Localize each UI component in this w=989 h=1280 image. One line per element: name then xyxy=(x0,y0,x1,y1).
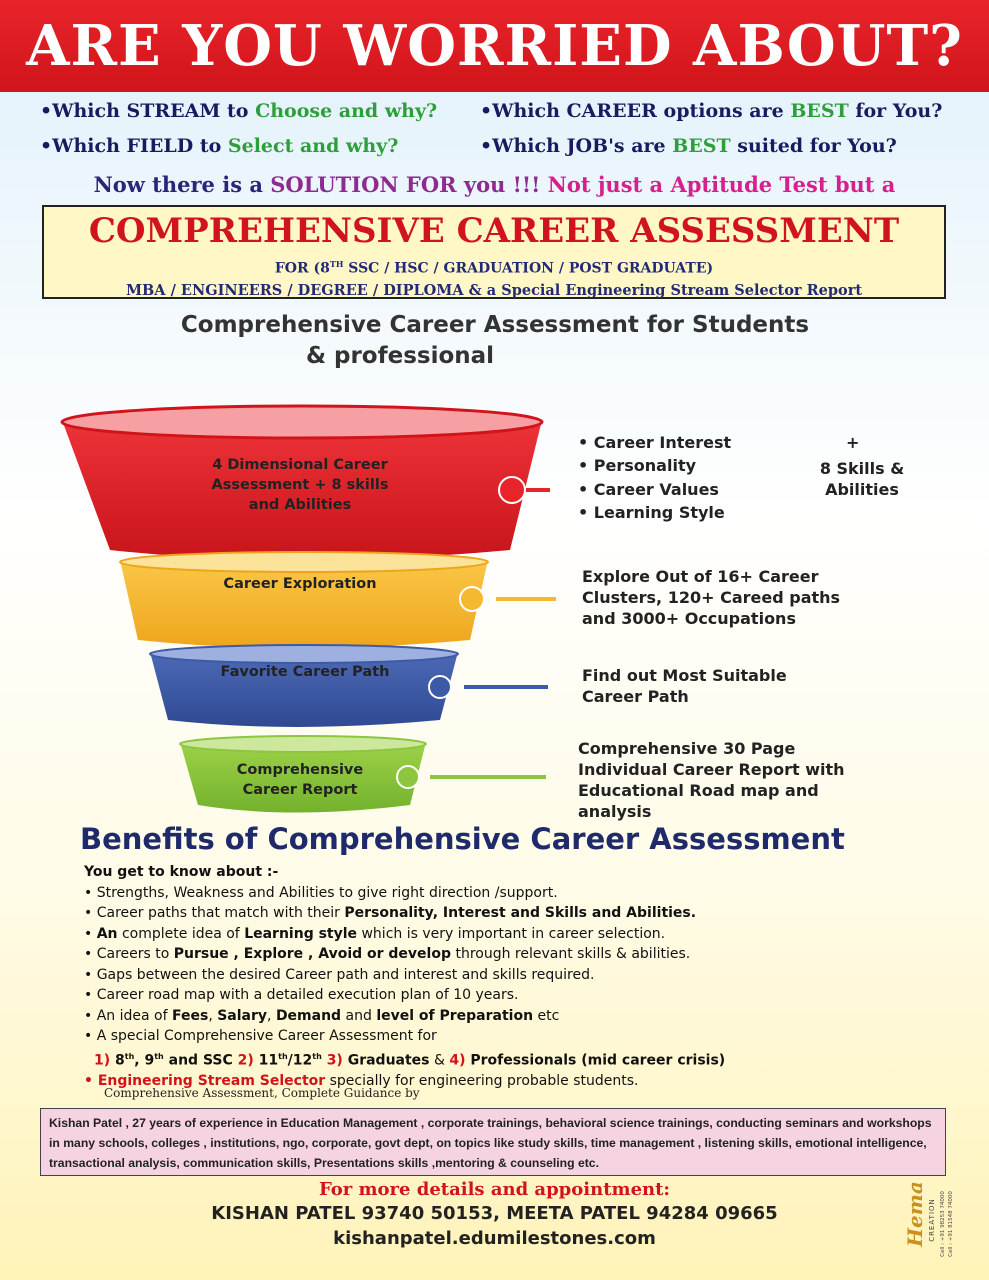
funnel-tier2-dot xyxy=(460,587,484,611)
benefit-item: • A special Comprehensive Career Assessment for xyxy=(84,1028,437,1044)
contact-names: KISHAN PATEL 93740 50153, MEETA PATEL 94284 09665 xyxy=(211,1203,778,1224)
tier1-label: 4 Dimensional Career Assessment + 8 skills and Abilities xyxy=(211,457,389,513)
question-job: •Which JOB's are BEST suited for You? xyxy=(480,135,897,157)
funnel-tier1-rim xyxy=(62,406,542,438)
benefit-item: • Engineering Stream Selector specially for engineering probable students. xyxy=(84,1072,639,1089)
tier2-label: Career Exploration xyxy=(223,576,377,592)
assessment-title: COMPREHENSIVE CAREER ASSESSMENT xyxy=(88,211,900,251)
assessment-for: FOR (8TH SSC / HSC / GRADUATION / POST GRADUATE) xyxy=(274,259,714,277)
logo-creation-text: CREATION xyxy=(928,1198,936,1242)
banner-title: ARE YOU WORRIED ABOUT? xyxy=(0,0,989,92)
bio-box: Kishan Patel , 27 years of experience in Education Management , corporate trainings, behavioral science trainings, conducting seminars and workshops in many schools, colleges , institutions, ngo, corporate, govt dept, on topics like study skills, time management , listening skills, emotional intelligence, transactional analysis, communication skills, Presentations skills ,mentoring & counseling etc. xyxy=(40,1108,946,1176)
assessment-box xyxy=(42,205,946,299)
tier3-label: Favorite Career Path xyxy=(220,664,390,680)
benefit-item-levels: 1) 8th, 9th and SSC 2) 11th/12th 3) Graduates & 4) Professionals (mid career crisis) xyxy=(94,1051,726,1069)
tier1-bullet-1: • Career Interest xyxy=(578,433,732,452)
contact-website: kishanpatel.edumilestones.com xyxy=(333,1228,656,1249)
tier1-extra: 8 Skills & Abilities xyxy=(819,459,905,499)
logo-cell-1: Cell : +91 98253 74000 xyxy=(940,1191,946,1257)
benefit-item: • Careers to Pursue , Explore , Avoid or develop through relevant skills & abilities. xyxy=(84,946,691,962)
question-career: •Which CAREER options are BEST for You? xyxy=(480,100,943,122)
benefit-item: • Career road map with a detailed execution plan of 10 years. xyxy=(84,987,519,1003)
benefit-item: • An complete idea of Learning style which is very important in career selection. xyxy=(84,925,666,942)
diagram-heading-line2: & professional xyxy=(305,343,495,369)
contact-heading: For more details and appointment: xyxy=(318,1179,671,1200)
tier1-bullet-2: • Personality xyxy=(578,456,697,475)
guidance-text: Comprehensive Assessment, Complete Guidance by xyxy=(104,1086,420,1100)
solution-line: Now there is a SOLUTION FOR you !!! Not just a Aptitude Test but a xyxy=(93,172,896,197)
tier2-description: Explore Out of 16+ Career Clusters, 120+ Careed paths and 3000+ Occupations xyxy=(582,567,841,628)
logo-cell-2: Cell : +91 81548 74000 xyxy=(948,1191,954,1257)
tier1-bullet-3: • Career Values xyxy=(578,480,719,499)
tier4-description: Comprehensive 30 Page Individual Career Report with Educational Road map and analysis xyxy=(578,739,845,821)
logo-script-text: Hema xyxy=(903,1181,927,1247)
tier3-description: Find out Most Suitable Career Path xyxy=(582,666,787,706)
tier4-label: Comprehensive Career Report xyxy=(236,762,364,798)
benefit-item: • Gaps between the desired Career path and interest and skills required. xyxy=(84,966,595,983)
funnel-tier3-dot xyxy=(429,676,451,698)
question-field: •Which FIELD to Select and why? xyxy=(40,135,399,157)
benefit-item: • Strengths, Weakness and Abilities to give right direction /support. xyxy=(84,884,558,901)
benefit-item: • Career paths that match with their Personality, Interest and Skills and Abilities. xyxy=(84,905,697,921)
benefits-list xyxy=(84,862,944,1091)
benefit-item: • An idea of Fees, Salary, Demand and level of Preparation etc xyxy=(84,1007,560,1024)
tier1-plus: + xyxy=(846,433,860,452)
tier1-bullet-4: • Learning Style xyxy=(578,503,725,522)
hema-creation-logo xyxy=(886,1178,956,1270)
benefits-intro: You get to know about :- xyxy=(84,864,279,880)
benefits-title: Benefits of Comprehensive Career Assessment xyxy=(80,822,845,856)
assessment-list: MBA / ENGINEERS / DEGREE / DIPLOMA & a Special Engineering Stream Selector Report xyxy=(125,281,863,299)
diagram-heading-line1: Comprehensive Career Assessment for Students xyxy=(180,312,810,338)
question-stream: •Which STREAM to Choose and why? xyxy=(40,100,438,122)
funnel-tier1-dot xyxy=(499,477,525,503)
